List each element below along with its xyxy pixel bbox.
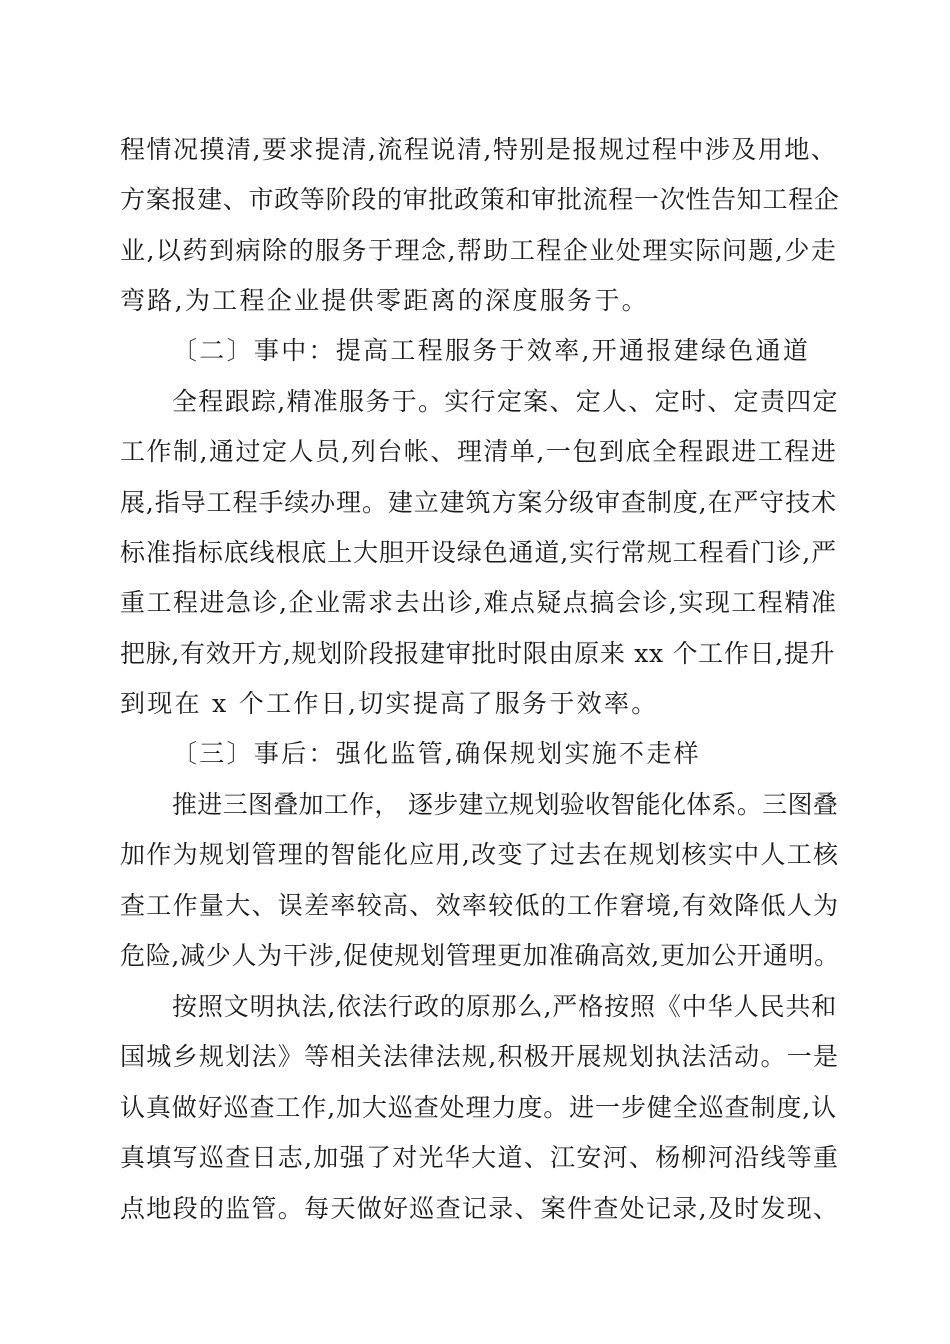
section-heading-3: 〔三〕事后：强化监管,确保规划实施不走样 xyxy=(172,739,701,768)
paragraph-2-line-5: 重工程进急诊,企业需求去出诊,难点疑点搞会诊,实现工程精准 xyxy=(120,588,838,617)
paragraph-2-line-3: 展,指导工程手续办理。建立建筑方案分级审查制度,在严守技术 xyxy=(120,488,837,517)
paragraph-3-line-3: 查工作量大、误差率较高、效率较低的工作窘境,有效降低人为 xyxy=(120,891,840,920)
paragraph-1-line-4: 弯路,为工程企业提供零距离的深度服务于。 xyxy=(120,286,649,315)
paragraph-2-line-2: 工作制,通过定人员,列台帐、理清单,一包到底全程跟进工程进 xyxy=(120,437,838,466)
paragraph-1-line-3: 业,以药到病除的服务于理念,帮助工程企业处理实际问题,少走 xyxy=(120,236,838,265)
paragraph-4-line-3: 认真做好巡查工作,加大巡查处理力度。进一步健全巡查制度,认 xyxy=(120,1093,837,1122)
paragraph-1-line-1: 程情况摸清,要求提清,流程说清,特别是报规过程中涉及用地、 xyxy=(120,135,838,164)
paragraph-3-line-1: 推进三图叠加工作， 逐步建立规划验收智能化体系。三图叠 xyxy=(172,790,839,819)
section-heading-2: 〔二〕事中：提高工程服务于效率,开通报建绿色通道 xyxy=(172,336,811,365)
paragraph-3-line-2: 加作为规划管理的智能化应用,改变了过去在规划核实中人工核 xyxy=(120,840,840,869)
paragraph-4-line-1: 按照文明执法,依法行政的原那么,严格按照《中华人民共和 xyxy=(172,992,838,1021)
paragraph-3-line-4: 危险,减少人为干涉,促使规划管理更加准确高效,更加公开通明。 xyxy=(120,941,840,970)
paragraph-1-line-2: 方案报建、市政等阶段的审批政策和审批流程一次性告知工程企 xyxy=(120,185,840,214)
paragraph-4-line-2: 国城乡规划法》等相关法律法规,积极开展规划执法活动。一是 xyxy=(120,1042,840,1071)
paragraph-2-line-1: 全程跟踪,精准服务于。实行定案、定人、定时、定责四定 xyxy=(172,387,839,416)
paragraph-2-line-4: 标准指标底线根底上大胆开设绿色通道,实行常规工程看门诊,严 xyxy=(120,538,837,567)
paragraph-2-line-6: 把脉,有效开方,规划阶段报建审批时限由原来 xx 个工作日,提升 xyxy=(120,639,836,668)
paragraph-2-line-7: 到现在 x 个工作日,切实提高了服务于效率。 xyxy=(120,689,659,718)
paragraph-4-line-4: 真填写巡查日志,加强了对光华大道、江安河、杨柳河沿线等重 xyxy=(120,1143,840,1172)
paragraph-4-line-5: 点地段的监管。每天做好巡查记录、案件查处记录,及时发现、 xyxy=(120,1194,840,1223)
